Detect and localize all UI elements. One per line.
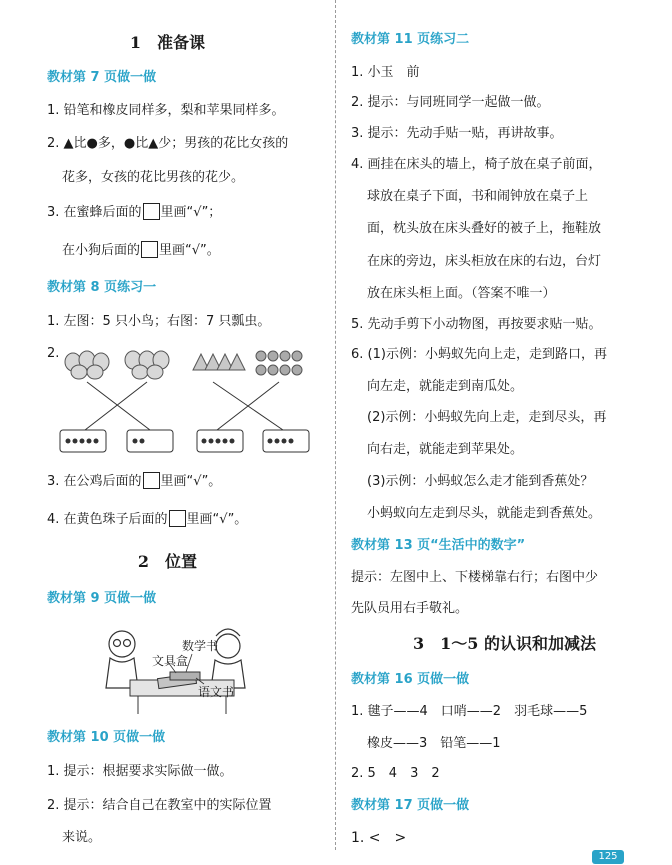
answer-line: 3. 提示：先动手贴一贴，再讲故事。 — [351, 126, 563, 141]
animal-group-3 — [193, 354, 245, 370]
answer-line: 2. 提示：结合自己在教室中的实际位置 — [47, 798, 272, 813]
section-heading: 教材第 10 页做一做 — [47, 730, 166, 745]
label-pencil-box: 文具盒 — [152, 654, 189, 668]
answer-line: 向左走，就能走到南瓜处。 — [367, 379, 524, 394]
animal-group-4 — [256, 351, 302, 375]
answer-line: 3. 在蜜蜂后面的 里画“√”； — [47, 205, 222, 220]
answer-line: 3. 在公鸡后面的 里画“√”。 — [47, 474, 222, 489]
answer-line: 向右走，就能走到苹果处。 — [367, 442, 524, 457]
answer-line: 1. 铅笔和橡皮同样多，梨和苹果同样多。 — [47, 103, 285, 118]
animal-group-2 — [125, 351, 169, 379]
answer-line: 1. 小玉 前 — [351, 65, 420, 80]
label-chinese-book: 语文书 — [198, 685, 235, 699]
answer-line: 1. 提示：根据要求实际做一做。 — [47, 764, 233, 779]
chapter-3-title: 3 1～5 的认识和加减法 — [413, 634, 596, 653]
answer-line: 2. — [47, 346, 60, 361]
answer-box — [169, 510, 186, 527]
section-heading: 教材第 13 页“生活中的数字” — [351, 538, 526, 553]
answer-line: 5. 先动手剪下小动物图，再按要求贴一贴。 — [351, 317, 602, 332]
answer-line: 2. ▲比●多，●比▲少；男孩的花比女孩的 — [47, 136, 289, 151]
answer-line: 提示：左图中上、下楼梯靠右行；右图中少 — [351, 570, 599, 585]
section-heading: 教材第 8 页练习一 — [47, 280, 157, 295]
label-math-book: 数学书 — [182, 639, 219, 653]
answer-box — [143, 203, 160, 220]
answer-line: 2. 5 4 3 2 — [351, 766, 440, 781]
section-heading: 教材第 9 页做一做 — [47, 591, 157, 606]
answer-line: 在床的旁边，床头柜放在床的右边，台灯 — [367, 254, 602, 269]
section-heading: 教材第 7 页做一做 — [47, 70, 157, 85]
answer-line: 花多，女孩的花比男孩的花少。 — [62, 170, 245, 185]
answer-line: 1. < > — [351, 830, 407, 846]
answer-line: 1. 左图：5 只小鸟；右图：7 只瓢虫。 — [47, 314, 271, 329]
section-heading: 教材第 17 页做一做 — [351, 798, 470, 813]
answer-line: 小蚂蚁向左走到尽头，就能走到香蕉处。 — [367, 506, 602, 521]
animal-group-1 — [65, 351, 109, 379]
column-divider — [335, 0, 337, 850]
answer-line: 来说。 — [62, 830, 102, 845]
answer-line: 在小狗后面的 里画“√”。 — [62, 243, 220, 258]
answer-line: 1. 毽子——4 口哨——2 羽毛球——5 — [351, 704, 588, 719]
answer-line: 4. 画挂在床头的墙上，椅子放在桌子前面， — [351, 157, 602, 172]
answer-box — [141, 241, 158, 258]
answer-line: 面，枕头放在床头叠好的被子上，拖鞋放 — [367, 221, 602, 236]
answer-line: 2. 提示：与同班同学一起做一做。 — [351, 95, 550, 110]
section-heading: 教材第 11 页练习二 — [351, 32, 470, 47]
chapter-1-title: 1 准备课 — [129, 33, 206, 52]
answer-line: 橡皮——3 铅笔——1 — [367, 736, 501, 751]
page-number: 125 — [592, 850, 624, 864]
classroom-illustration — [100, 618, 250, 718]
section-heading: 教材第 16 页做一做 — [351, 672, 470, 687]
answer-line: (2)示例：小蚂蚁先向上走，走到尽头，再 — [367, 410, 607, 425]
answer-box — [143, 472, 160, 489]
chapter-2-title: 2 位置 — [137, 552, 198, 571]
matching-illustration — [55, 340, 325, 458]
answer-line: 4. 在黄色珠子后面的 里画“√”。 — [47, 512, 248, 527]
answer-line: (3)示例：小蚂蚁怎么走才能到香蕉处？ — [367, 474, 594, 489]
answer-line: 球放在桌子下面，书和闹钟放在桌子上 — [367, 189, 589, 204]
answer-line: 放在床头柜上面。（答案不唯一） — [367, 286, 556, 301]
answer-line: 先队员用右手敬礼。 — [351, 601, 469, 616]
answer-line: 6. (1)示例：小蚂蚁先向上走，走到路口，再 — [351, 347, 607, 362]
